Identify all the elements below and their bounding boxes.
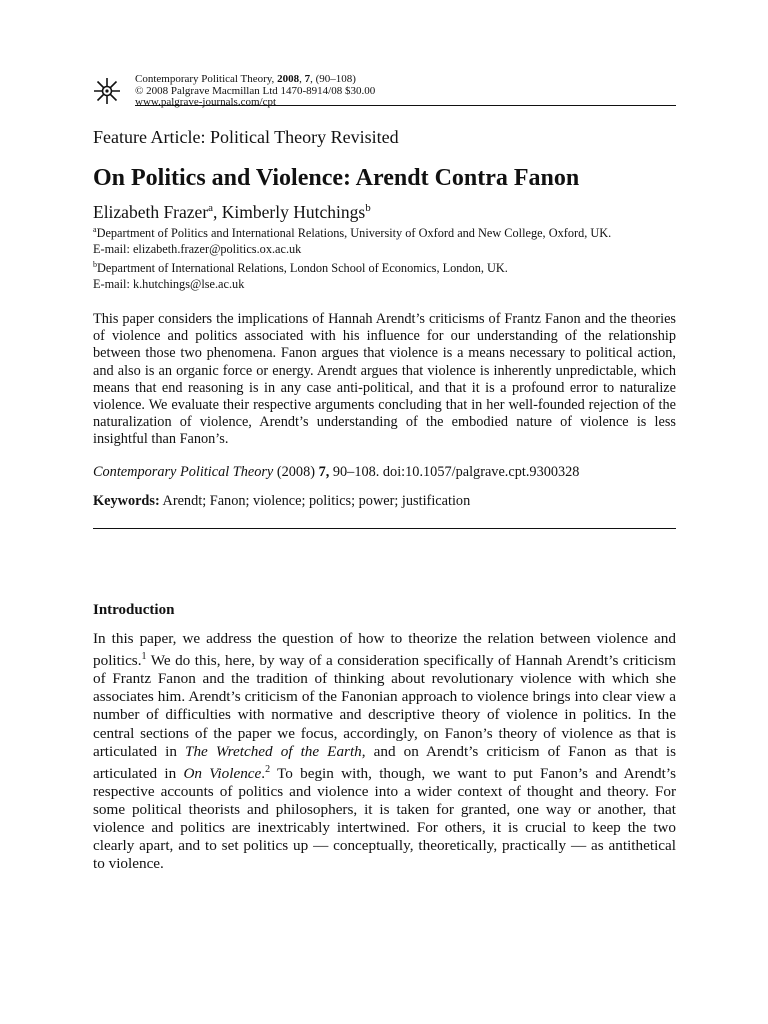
journal-info (135, 74, 375, 109)
journal-pages: , (90–108) (310, 73, 356, 85)
email-b[interactable]: E-mail: k.hutchings@lse.ac.uk (93, 277, 245, 292)
article-title: On Politics and Violence: Arendt Contra Fanon (93, 165, 580, 191)
journal-name: Contemporary Political Theory, (135, 73, 278, 85)
email-a[interactable]: E-mail: elizabeth.frazer@politics.ox.ac.uk (93, 242, 302, 257)
book-title: On Violence (183, 764, 262, 782)
author-name: Elizabeth Frazer (93, 202, 209, 222)
feature-label: Feature Article: Political Theory Revisited (93, 127, 399, 147)
keywords-values: Arendt; Fanon; violence; politics; power; justification (159, 493, 471, 509)
journal-url[interactable]: www.palgrave-journals.com/cpt (135, 96, 277, 108)
palgrave-logo-icon (93, 77, 121, 105)
introduction-paragraph: In this paper, we address the question of how to theorize the relation between violence and politics.$^1$ We do this, here, by way of a consideration specifically of Hannah Arendt’s criticism of Frantz Fanon and the tradition of thinking about revolutionary violence with which she associates him. Arendt’s criticism of the Fanonian approach to violence brings into clear view a number of difficulties with normative and descriptive theory of violence in politics. In the central sections of the paper we focus, accordingly, on Fanon’s theory of violence as that is articulated in The Wretched of the Earth, and on Arendt’s criticism of Fanon as that is articulated in On Violence.$^2$ To begin with, though, we want to put Fanon’s and Arendt’s respective accounts of politics and violence into a wider context of thought and theory. For some political theorists and philosophers, it is taken for granted, one way or another, that violence and politics are inextricably intertwined. For others, it is crucial to keep the two clearly apart, and to set politics up — conceptually, theoretically, practically — as antithetical to violence. (93, 630, 676, 873)
affiliation-b: $^b$Department of International Relations, London School of Economics, London, UK. (93, 260, 508, 276)
abstract: This paper considers the implications of Hannah Arendt’s criticisms of Frantz Fanon and the theories of violence and politics associated with his influence for our understanding of the relationship between those two phenomena. Fanon argues that violence is a means necessary to political action, and also is an organic force or energy. Arendt argues that violence is inherently unpredictable, which means that end reasoning is in any case anti-political, and that it is a profound error to naturalize violence. We evaluate their respective arguments concluding that in her well-founded rejection of the naturalization of violence, Arendt’s understanding of the embodied nature of violence is less insightful than Fanon’s. (93, 311, 676, 448)
keywords (93, 493, 470, 510)
article-citation: Contemporary Political Theory (2008) 7, 90–108. doi:10.1057/palgrave.cpt.9300328 (93, 464, 580, 480)
section-divider (93, 528, 676, 529)
affiliation-a: $^a$Department of Politics and International Relations, University of Oxford and New College, Oxford, UK. (93, 225, 612, 241)
author-line: Elizabeth Frazer$^a$, Kimberly Hutchings$^b$ (93, 202, 371, 222)
journal-volume: 7 (304, 73, 311, 85)
journal-header (93, 74, 676, 106)
journal-citation-line: Contemporary Political Theory, 2008, 7, (90–108) (135, 73, 356, 85)
affiliations (93, 222, 676, 292)
copyright-line: © 2008 Palgrave Macmillan Ltd 1470-8914/08 $30.00 (135, 84, 376, 97)
article-page (93, 73, 676, 873)
footnote-ref[interactable]: 2 (265, 763, 271, 775)
footnote-ref[interactable]: 1 (141, 651, 147, 663)
section-heading: Introduction (93, 602, 175, 618)
keywords-label: Keywords: (93, 493, 160, 509)
journal-year: 2008 (277, 73, 300, 85)
book-title: The Wretched of the Earth (185, 742, 362, 760)
author-name: Kimberly Hutchings (221, 202, 366, 222)
header-rule (135, 105, 676, 106)
